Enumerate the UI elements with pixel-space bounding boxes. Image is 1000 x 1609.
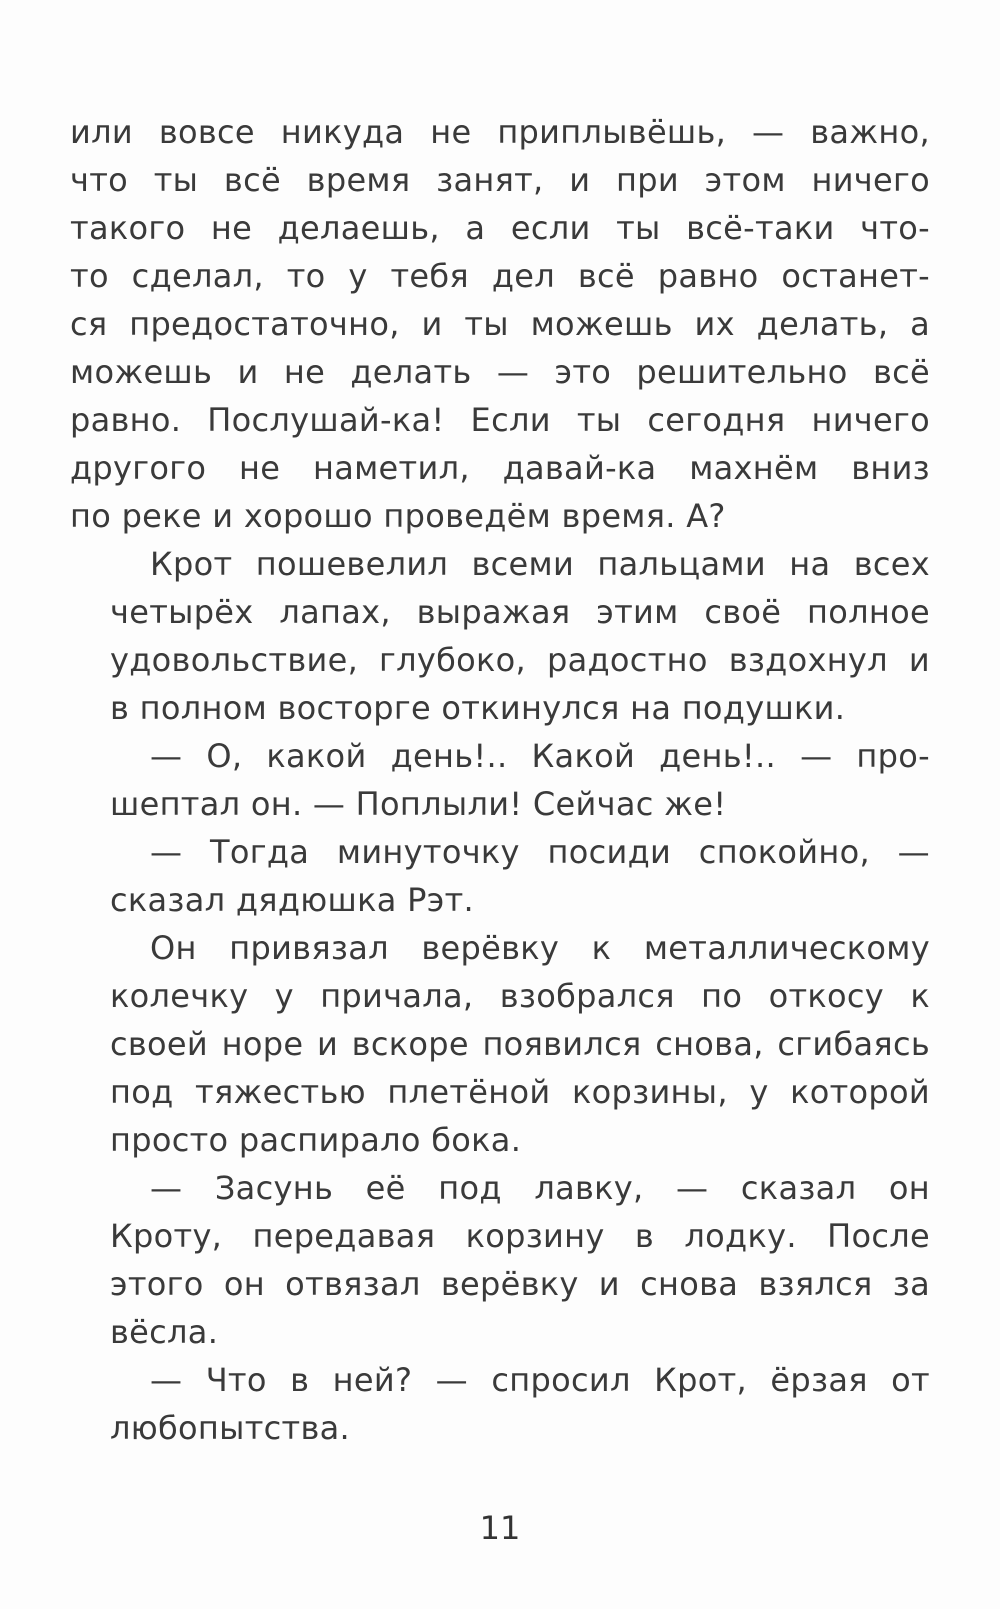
paragraph xyxy=(70,1164,930,1356)
paragraph xyxy=(70,1356,930,1452)
text-line: колечку у причала, взобрался по откосу к xyxy=(110,977,930,1015)
paragraph xyxy=(70,732,930,828)
text-line: такого не делаешь, а если ты всё-таки что- xyxy=(70,209,930,247)
text-line: сказал дядюшка Рэт. xyxy=(110,881,474,919)
text-line: Крот пошевелил всеми пальцами на всех xyxy=(150,545,930,583)
text-line: — Тогда минуточку посиди спокойно, — xyxy=(150,833,930,871)
text-line: просто распирало бока. xyxy=(110,1121,522,1159)
text-line: Кроту, передавая корзину в лодку. После xyxy=(110,1217,930,1255)
text-line: своей норе и вскоре появился снова, сгибаясь xyxy=(110,1025,930,1063)
text-line: под тяжестью плетёной корзины, у которой xyxy=(110,1073,930,1111)
text-line: другого не наметил, давай-ка махнём вниз xyxy=(70,449,930,487)
text-line: — Засунь её под лавку, — сказал он xyxy=(150,1169,930,1207)
text-line: четырёх лапах, выражая этим своё полное xyxy=(110,593,930,631)
paragraph xyxy=(70,828,930,924)
text-line: равно. Послушай-ка! Если ты сегодня ничего xyxy=(70,401,930,439)
paragraph xyxy=(70,108,930,540)
text-line: любопытства. xyxy=(110,1409,351,1447)
text-line: этого он отвязал верёвку и снова взялся за xyxy=(110,1265,930,1303)
text-line: по реке и хорошо проведём время. А? xyxy=(70,497,726,535)
text-line: Он привязал верёвку к металлическому xyxy=(150,929,930,967)
text-line: что ты всё время занят, и при этом ничего xyxy=(70,161,930,199)
text-line: шептал он. — Поплыли! Сейчас же! xyxy=(110,785,727,823)
text-line: удовольствие, глубоко, радостно вздохнул и xyxy=(110,641,930,679)
page-number: 11 xyxy=(479,1509,521,1547)
text-line: то сделал, то у тебя дел всё равно останет- xyxy=(70,257,930,295)
body-text xyxy=(70,108,930,1452)
paragraph xyxy=(70,924,930,1164)
text-line: — О, какой день!.. Какой день!.. — про- xyxy=(150,737,930,775)
text-line: в полном восторге откинулся на подушки. xyxy=(110,689,846,727)
text-line: — Что в ней? — спросил Крот, ёрзая от xyxy=(150,1361,930,1399)
text-line: можешь и не делать — это решительно всё xyxy=(70,353,930,391)
paragraph xyxy=(70,540,930,732)
text-line: ся предостаточно, и ты можешь их делать, а xyxy=(70,305,930,343)
text-line: вёсла. xyxy=(110,1313,219,1351)
text-line: или вовсе никуда не приплывёшь, — важно, xyxy=(70,113,930,151)
